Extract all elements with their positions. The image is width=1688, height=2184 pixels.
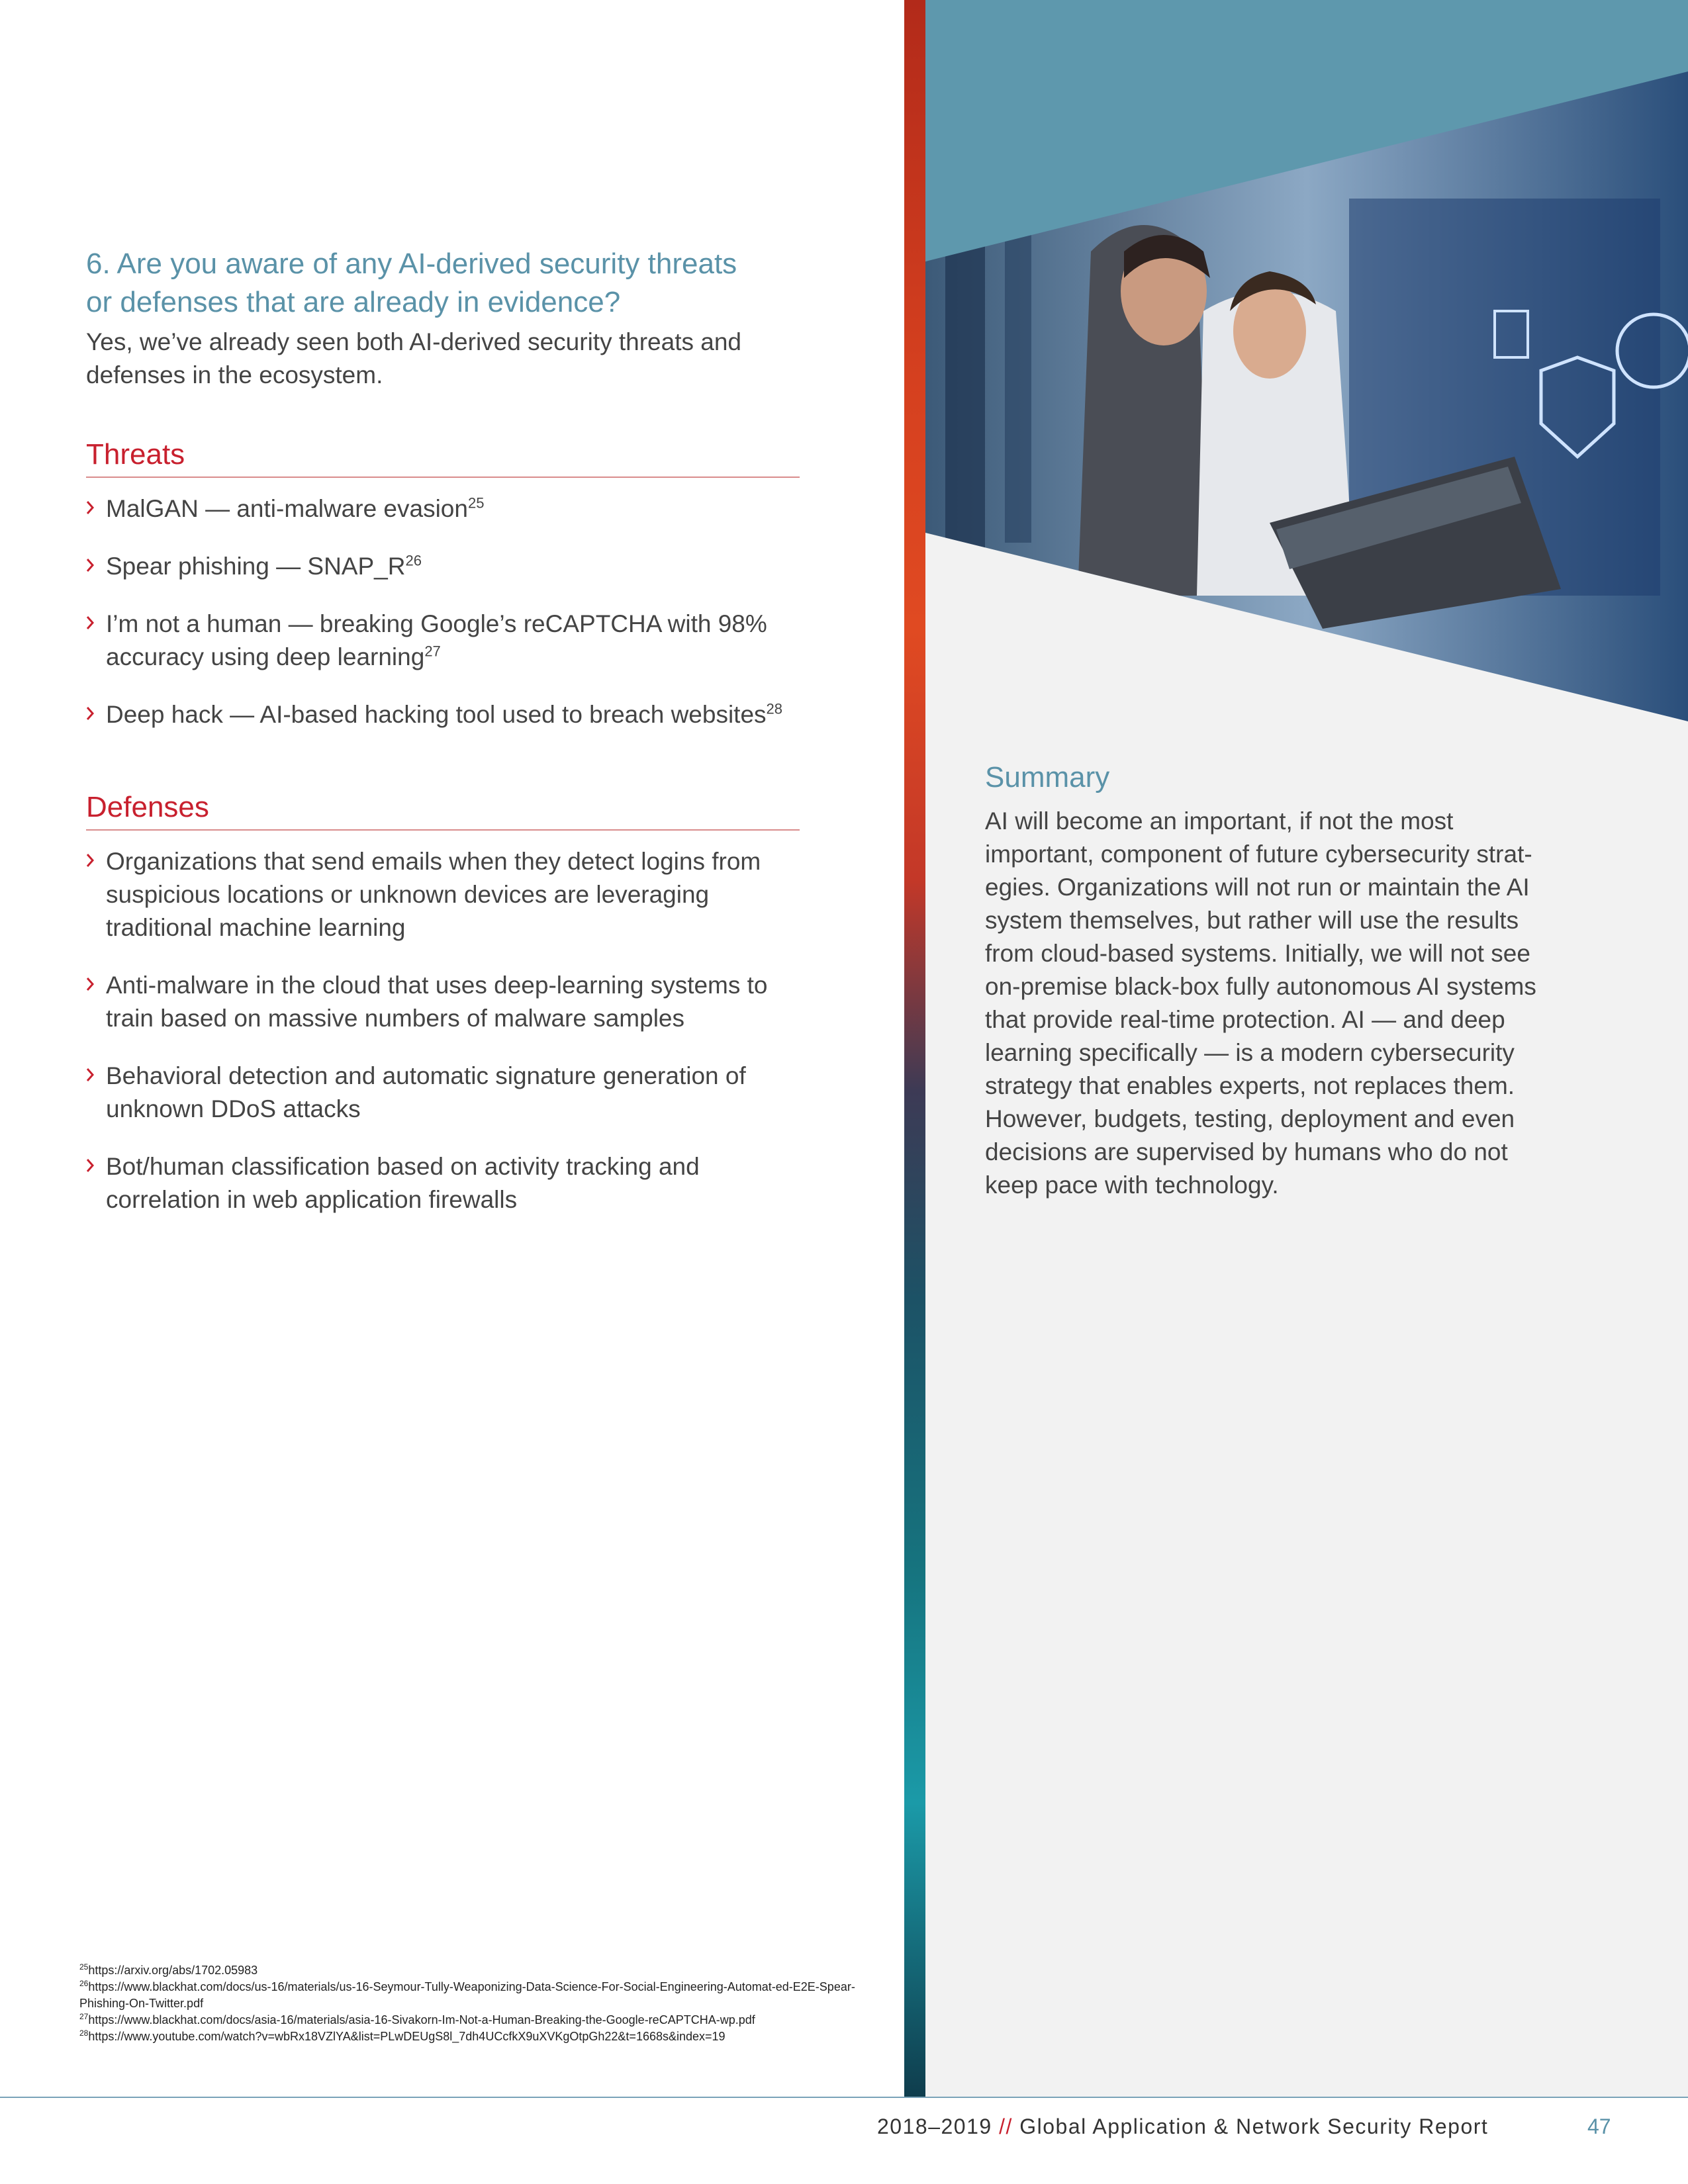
footnote-url: https://www.blackhat.com/docs/asia-16/materials/asia-16-Sivakorn-Im-Not-a-Human-Breaking-the-Google-reCAPTCHA-wp.pdf: [88, 2013, 755, 2026]
team-photo-illustration: [925, 0, 1688, 728]
chevron-right-icon: [86, 558, 94, 572]
footnote-ref: 25: [467, 494, 485, 512]
summary-body: AI will become an important, if not the most important, component of future cybersecurity strategies. Organizations will not run or maintain the AI system themselves, but rather will use the results from cloud-based systems. Initially, we will not see on-premise black-box fully autonomous AI systems that provide real-time protection. AI — and deep learning specifically — is a modern cybersecurity strategy that enables experts, not replaces them. However, budgets, testing, deployment and even decisions are supervised by humans who do not keep pace with technology.: [985, 807, 1536, 1199]
chevron-right-icon: [86, 500, 94, 515]
defense-item-text: Bot/human classification based on activity tracking and correlation in web application firewalls: [106, 1153, 700, 1213]
page-footer: [877, 2115, 1488, 2139]
footnote-url: https://www.youtube.com/watch?v=wbRx18VZlYA&list=PLwDEUgS8l_7dh4UCcfkX9uXVKgOtpGh22&t=1668s&index=19: [88, 2030, 726, 2043]
question-title: [86, 245, 801, 322]
question-title-line-2: or defenses that are already in evidence?: [86, 286, 621, 318]
footnote-number: 28: [79, 2028, 89, 2038]
footnote-url: https://arxiv.org/abs/1702.05983: [88, 1964, 258, 1977]
defenses-heading: Defenses: [86, 791, 800, 831]
threat-item: [86, 608, 801, 674]
defense-item-text: Anti-malware in the cloud that uses deep-learning systems to train based on massive numbers of malware samples: [106, 972, 768, 1032]
chevron-right-icon: [86, 977, 94, 991]
defense-item-text: Organizations that send emails when they detect logins from suspicious locations or unknown devices are leveraging traditional machine learning: [106, 848, 761, 941]
defenses-list: [86, 845, 801, 1216]
page-number: 47: [1587, 2115, 1611, 2138]
defense-item: [86, 1060, 801, 1126]
main-column: [86, 245, 801, 1241]
chevron-right-icon: [86, 615, 94, 630]
threat-item-text: Deep hack — AI-based hacking tool used to breach websites: [106, 701, 767, 728]
chevron-right-icon: [86, 853, 94, 868]
defense-item: [86, 1150, 801, 1216]
footer-years: 2018–2019: [877, 2115, 992, 2138]
threat-item: [86, 550, 801, 583]
question-answer: Yes, we’ve already seen both AI-derived security threats and defenses in the ecosystem.: [86, 328, 741, 388]
footnote-number: 25: [79, 1962, 89, 1972]
footnote: [79, 1962, 867, 1979]
footnote: [79, 1979, 867, 2012]
threat-item: [86, 492, 801, 525]
threat-item-text: MalGAN — anti-malware evasion: [106, 495, 468, 522]
footer-separator: //: [999, 2115, 1013, 2138]
footnote-ref: 28: [766, 700, 783, 717]
defense-item-text: Behavioral detection and automatic signature generation of unknown DDoS attacks: [106, 1062, 746, 1122]
threat-item-text: Spear phishing — SNAP_R: [106, 553, 406, 580]
threat-item-text: I’m not a human — breaking Google’s reCAPTCHA with 98% accuracy using deep learning: [106, 610, 767, 670]
footnote-number: 26: [79, 1979, 89, 1988]
threats-heading: Threats: [86, 438, 800, 478]
footnote-number: 27: [79, 2012, 89, 2021]
footnote-ref: 26: [405, 552, 422, 569]
threats-list: [86, 492, 801, 731]
footnotes: [79, 1962, 867, 2045]
footnote-url: https://www.blackhat.com/docs/us-16/materials/us-16-Seymour-Tully-Weaponizing-Data-Science-For-Social-Engineering-Automat-ed-E2E-Spear-Phishing-On-Twitter.pdf: [79, 1980, 855, 2010]
threat-item: [86, 698, 801, 731]
question-title-line-1: 6. Are you aware of any AI-derived security threats: [86, 248, 737, 280]
footer-report-title: Global Application & Network Security Report: [1019, 2115, 1489, 2138]
decorative-color-strip: [904, 0, 925, 2097]
summary-title: Summary: [985, 761, 1110, 794]
footer-rule: [0, 2097, 1688, 2098]
summary-section: [985, 761, 1541, 1202]
chevron-right-icon: [86, 706, 94, 721]
defense-item: [86, 845, 801, 944]
chevron-right-icon: [86, 1068, 94, 1082]
footnote-ref: 27: [424, 643, 441, 660]
footnote: [79, 2012, 867, 2028]
defense-item: [86, 969, 801, 1035]
footnote: [79, 2028, 867, 2045]
chevron-right-icon: [86, 1158, 94, 1173]
